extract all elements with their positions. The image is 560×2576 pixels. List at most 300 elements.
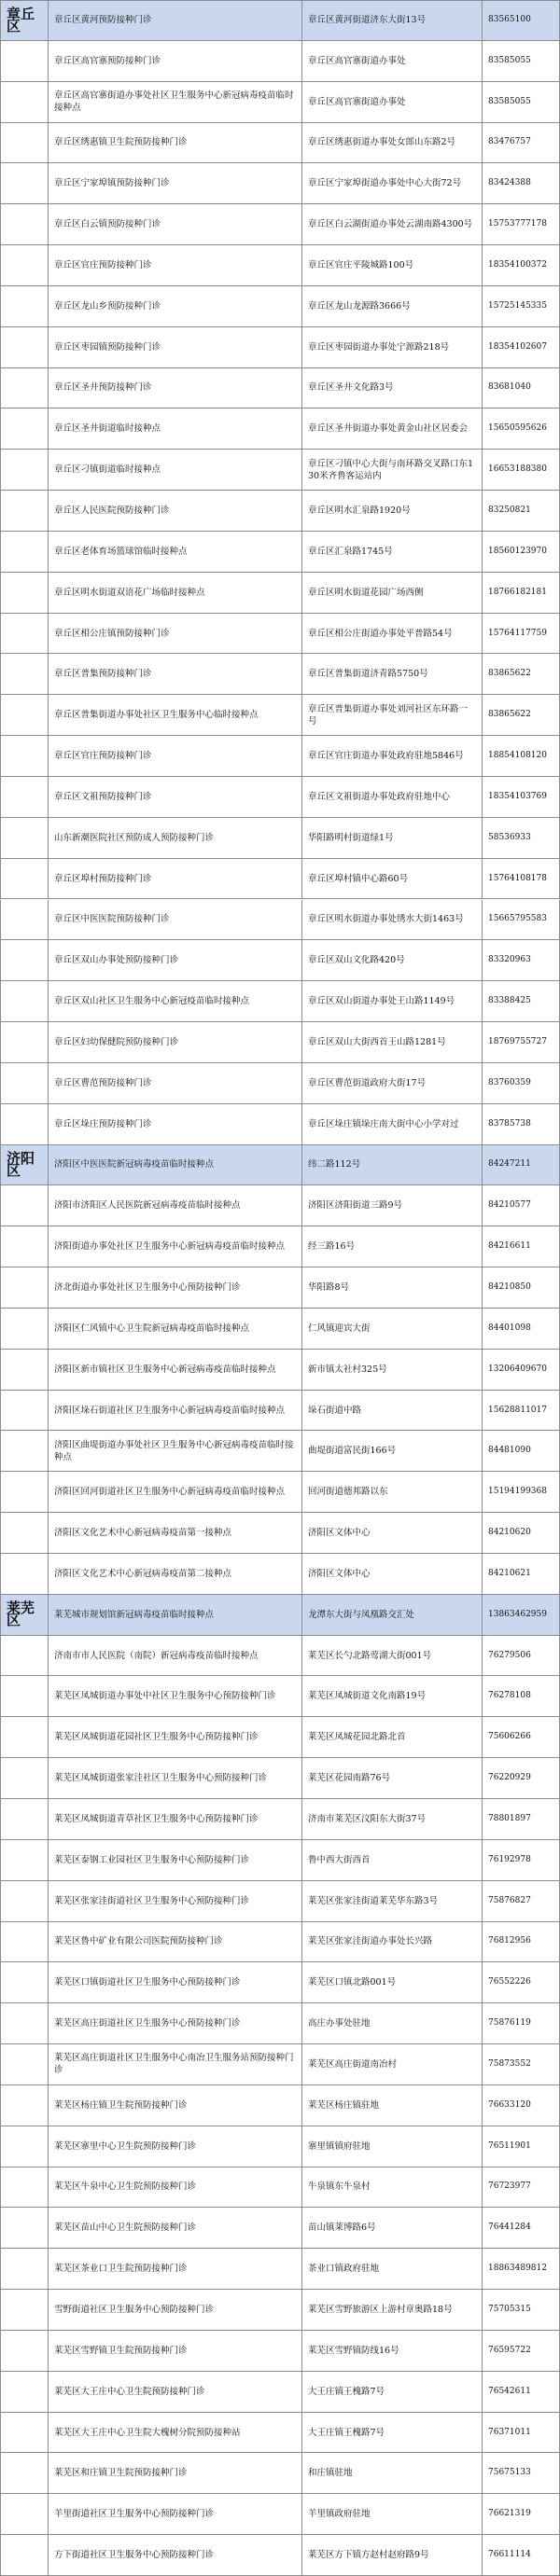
- table-row: [0, 1063, 560, 1104]
- table-row: [0, 532, 560, 573]
- site-name-cell: 章丘区圣井预防接种门诊: [49, 368, 302, 409]
- phone-cell: 76511901: [483, 2126, 560, 2167]
- district-cell: [0, 777, 49, 817]
- site-name-cell: 章丘区宁家埠镇预防接种门诊: [49, 163, 302, 203]
- address-cell: 莱芜区雪野镇防线16号: [302, 2331, 483, 2371]
- table-row: [0, 1145, 560, 1186]
- address-cell: 章丘区白云湖街道办事处云湖南路4300号: [302, 204, 483, 244]
- site-name-cell: 章丘区普集预防接种门诊: [49, 654, 302, 694]
- table-row: [0, 327, 560, 368]
- table-row: [0, 818, 560, 859]
- address-cell: 章丘区枣园街道办事处宁源路218号: [302, 327, 483, 367]
- district-cell: [0, 1799, 49, 1839]
- phone-cell: 18769755727: [483, 1022, 560, 1062]
- table-row: [0, 163, 560, 204]
- phone-cell: 75606266: [483, 1717, 560, 1757]
- table-row: [0, 2249, 560, 2290]
- district-cell: [0, 2044, 49, 2084]
- table-row: [0, 1595, 560, 1636]
- district-cell: [0, 1022, 49, 1062]
- phone-cell: 76552226: [483, 1962, 560, 2002]
- address-cell: 章丘区明水汇泉路1920号: [302, 491, 483, 531]
- district-cell: [0, 2003, 49, 2043]
- site-name-cell: 莱芜区凤城街道青草社区卫生服务中心预防接种门诊: [49, 1799, 302, 1839]
- table-row: [0, 123, 560, 164]
- site-name-cell: 章丘区刁镇街道临时接种点: [49, 450, 302, 490]
- site-name-cell: 莱芜区高庄街道社区卫生服务中心南冶卫生服务站预防接种门诊: [49, 2044, 302, 2084]
- phone-cell: 83565100: [483, 1, 560, 40]
- phone-cell: 15753777178: [483, 204, 560, 244]
- phone-cell: 75705315: [483, 2290, 560, 2330]
- phone-cell: 83785738: [483, 1104, 560, 1144]
- address-cell: 章丘区双山街道办事处王山路1149号: [302, 981, 483, 1021]
- site-name-cell: 章丘区曹范预防接种门诊: [49, 1063, 302, 1103]
- address-cell: 章丘区双山文化路420号: [302, 940, 483, 980]
- site-name-cell: 章丘区相公庄镇预防接种门诊: [49, 614, 302, 654]
- address-cell: 章丘区明水街道花园广场西侧: [302, 573, 483, 613]
- district-cell: [0, 859, 49, 899]
- address-cell: 纬二路112号: [302, 1145, 483, 1185]
- site-name-cell: 济阳市济阳区人民医院新冠病毒疫苗临时接种点: [49, 1185, 302, 1226]
- address-cell: 章丘区埠村镇中心路60号: [302, 859, 483, 899]
- phone-cell: 84210621: [483, 1554, 560, 1594]
- district-cell: [0, 2494, 49, 2534]
- site-name-cell: 莱芜区牛泉中心卫生院预防接种门诊: [49, 2167, 302, 2208]
- district-cell: [0, 1881, 49, 1921]
- site-name-cell: 莱芜区大王庄中心卫生院大槐树分院预防接种站: [49, 2413, 302, 2453]
- address-cell: 莱芜区杨庄镇驻地: [302, 2085, 483, 2126]
- district-cell: [0, 1104, 49, 1144]
- district-cell: [0, 163, 49, 203]
- address-cell: 莱芜区方下镇方赵村赵府路9号: [302, 2535, 483, 2575]
- district-cell: [0, 204, 49, 244]
- phone-cell: 15650595626: [483, 409, 560, 449]
- address-cell: 章丘区圣井文化路3号: [302, 368, 483, 409]
- site-name-cell: 济南市市人民医院（南院）新冠病毒疫苗临时接种点: [49, 1636, 302, 1676]
- address-cell: 章丘区圣井街道办事处黄金山社区居委会: [302, 409, 483, 449]
- table-row: [0, 245, 560, 286]
- district-cell: [0, 2372, 49, 2412]
- table-row: [0, 2535, 560, 2576]
- site-name-cell: 莱芜区鲁中矿业有限公司医院预防接种门诊: [49, 1922, 302, 1962]
- address-cell: 寨里镇镇府驻地: [302, 2126, 483, 2167]
- district-cell: [0, 1922, 49, 1962]
- table-row: [0, 900, 560, 941]
- site-name-cell: 章丘区垛庄预防接种门诊: [49, 1104, 302, 1144]
- phone-cell: 76441284: [483, 2208, 560, 2248]
- table-row: [0, 0, 560, 41]
- site-name-cell: 章丘区圣井街道临时接种点: [49, 409, 302, 449]
- site-name-cell: 莱芜区泰钢工业园社区卫生服务中心预防接种门诊: [49, 1840, 302, 1880]
- table-row: [0, 1799, 560, 1840]
- district-cell: 莱芜区: [0, 1595, 49, 1635]
- district-cell: [0, 368, 49, 409]
- district-cell: [0, 491, 49, 531]
- site-name-cell: 章丘区妇幼保健院预防接种门诊: [49, 1022, 302, 1062]
- table-row: [0, 1962, 560, 2003]
- phone-cell: 75873552: [483, 2044, 560, 2084]
- district-cell: [0, 695, 49, 735]
- district-cell: [0, 573, 49, 613]
- site-name-cell: 章丘区人民医院预防接种门诊: [49, 491, 302, 531]
- phone-cell: 83681040: [483, 368, 560, 409]
- site-name-cell: 章丘区老体育场篮球馆临时接种点: [49, 532, 302, 572]
- table-row: [0, 1104, 560, 1145]
- site-name-cell: 济阳区仁风镇中心卫生院新冠病毒疫苗临时接种点: [49, 1309, 302, 1349]
- phone-cell: 84247211: [483, 1145, 560, 1185]
- address-cell: 莱芜区张家洼街道办事处长兴路: [302, 1922, 483, 1962]
- address-cell: 龙潭东大街与凤凰路交汇处: [302, 1595, 483, 1635]
- table-row: [0, 409, 560, 450]
- address-cell: 莱芜区花园南路76号: [302, 1758, 483, 1798]
- address-cell: 华阳路8号: [302, 1267, 483, 1308]
- phone-cell: 15725145335: [483, 286, 560, 326]
- district-cell: [0, 940, 49, 980]
- phone-cell: 76220929: [483, 1758, 560, 1798]
- address-cell: 章丘区绣惠街道办事处女郎山东路2号: [302, 123, 483, 163]
- table-row: [0, 1226, 560, 1267]
- district-cell: [0, 1840, 49, 1880]
- address-cell: 章丘区官庄平陵城路100号: [302, 245, 483, 285]
- site-name-cell: 羊里街道社区卫生服务中心预防接种门诊: [49, 2494, 302, 2534]
- site-name-cell: 方下街道社区卫生服务中心预防接种门诊: [49, 2535, 302, 2575]
- table-row: [0, 1513, 560, 1554]
- phone-cell: 76633120: [483, 2085, 560, 2126]
- table-row: [0, 1185, 560, 1226]
- site-name-cell: 济阳区中医医院新冠病毒疫苗临时接种点: [49, 1145, 302, 1185]
- address-cell: 章丘区龙山龙源路3666号: [302, 286, 483, 326]
- site-name-cell: 莱芜区和庄镇卫生院预防接种门诊: [49, 2453, 302, 2493]
- district-cell: [0, 1513, 49, 1553]
- phone-cell: 84481090: [483, 1431, 560, 1471]
- site-name-cell: 济阳街道办事处社区卫生服务中心新冠病毒疫苗临时接种点: [49, 1226, 302, 1267]
- site-name-cell: 莱芜区凤城街道张家洼社区卫生服务中心预防接种门诊: [49, 1758, 302, 1798]
- district-cell: [0, 2453, 49, 2493]
- phone-cell: 76279506: [483, 1636, 560, 1676]
- site-name-cell: 章丘区中医医院预防接种门诊: [49, 900, 302, 940]
- phone-cell: 83760359: [483, 1063, 560, 1103]
- site-name-cell: 济北街道办事处社区卫生服务中心预防接种门诊: [49, 1267, 302, 1308]
- address-cell: 章丘区普集街道济青路5750号: [302, 654, 483, 694]
- district-cell: [0, 1309, 49, 1349]
- address-cell: 章丘区曹范街道政府大街17号: [302, 1063, 483, 1103]
- address-cell: 莱芜区口镇北路001号: [302, 1962, 483, 2002]
- table-row: [0, 1554, 560, 1595]
- phone-cell: 83865622: [483, 695, 560, 735]
- district-cell: [0, 327, 49, 367]
- address-cell: 苗山镇莱博路6号: [302, 2208, 483, 2248]
- district-cell: [0, 1267, 49, 1308]
- phone-cell: 76723977: [483, 2167, 560, 2208]
- table-row: [0, 859, 560, 900]
- phone-cell: 16653188380: [483, 450, 560, 490]
- address-cell: 章丘区双山大街西首王山路1281号: [302, 1022, 483, 1062]
- address-cell: 莱芜区凤城花园北路北首: [302, 1717, 483, 1757]
- address-cell: 羊里镇政府驻地: [302, 2494, 483, 2534]
- site-name-cell: 济阳区曲堤街道办事处社区卫生服务中心新冠病毒疫苗临时接种点: [49, 1431, 302, 1471]
- address-cell: 济南市莱芜区汶阳东大街37号: [302, 1799, 483, 1839]
- site-name-cell: 章丘区黄河预防接种门诊: [49, 1, 302, 40]
- address-cell: 章丘区官庄街道办事处政府驻地5846号: [302, 736, 483, 776]
- address-cell: 茶业口镇政府驻地: [302, 2249, 483, 2289]
- district-cell: [0, 82, 49, 122]
- district-cell: [0, 2208, 49, 2248]
- phone-cell: 76542611: [483, 2372, 560, 2412]
- phone-cell: 84216611: [483, 1226, 560, 1267]
- phone-cell: 58536933: [483, 818, 560, 858]
- address-cell: 章丘区相公庄街道办事处平普路54号: [302, 614, 483, 654]
- phone-cell: 18354102607: [483, 327, 560, 367]
- phone-cell: 75675133: [483, 2453, 560, 2493]
- table-row: [0, 2290, 560, 2331]
- district-cell: [0, 1226, 49, 1267]
- address-cell: 大王庄镇王槐路7号: [302, 2413, 483, 2453]
- phone-cell: 84210620: [483, 1513, 560, 1553]
- address-cell: 高庄办事处驻地: [302, 2003, 483, 2043]
- phone-cell: 15665795583: [483, 900, 560, 940]
- phone-cell: 15764117759: [483, 614, 560, 654]
- address-cell: 莱芜区长勺北路莺湖大街001号: [302, 1636, 483, 1676]
- table-row: [0, 286, 560, 327]
- table-row: [0, 2453, 560, 2494]
- site-name-cell: 莱芜区苗山中心卫生院预防接种门诊: [49, 2208, 302, 2248]
- phone-cell: 18766182181: [483, 573, 560, 613]
- phone-cell: 75876827: [483, 1881, 560, 1921]
- table-row: [0, 1636, 560, 1677]
- site-name-cell: 章丘区官庄预防接种门诊: [49, 736, 302, 776]
- site-name-cell: 章丘区文祖预防接种门诊: [49, 777, 302, 817]
- phone-cell: 75876119: [483, 2003, 560, 2043]
- site-name-cell: 莱芜区高庄街道社区卫生服务中心预防接种门诊: [49, 2003, 302, 2043]
- district-cell: [0, 409, 49, 449]
- district-cell: [0, 1431, 49, 1471]
- address-cell: 济阳区济阳街道三路9号: [302, 1185, 483, 1226]
- site-name-cell: 莱芜区雪野镇卫生院预防接种门诊: [49, 2331, 302, 2371]
- district-cell: [0, 1758, 49, 1798]
- district-cell: [0, 123, 49, 163]
- district-cell: [0, 1350, 49, 1390]
- district-cell: [0, 614, 49, 654]
- table-row: [0, 1758, 560, 1799]
- address-cell: 莱芜区凤城街道文化南路19号: [302, 1676, 483, 1716]
- site-name-cell: 莱芜区寨里中心卫生院预防接种门诊: [49, 2126, 302, 2167]
- site-name-cell: 济阳区垛石街道社区卫生服务中心新冠病毒疫苗临时接种点: [49, 1391, 302, 1431]
- table-row: [0, 695, 560, 736]
- site-name-cell: 莱芜区口镇街道社区卫生服务中心预防接种门诊: [49, 1962, 302, 2002]
- phone-cell: 83424388: [483, 163, 560, 203]
- phone-cell: 78801897: [483, 1799, 560, 1839]
- district-cell: 章丘区: [0, 1, 49, 40]
- table-row: [0, 654, 560, 695]
- site-name-cell: 章丘区高官寨街道办事处社区卫生服务中心新冠病毒疫苗临时接种点: [49, 82, 302, 122]
- district-cell: [0, 2290, 49, 2330]
- address-cell: 章丘区刁镇中心大街与南环路交叉路口东130米齐鲁客运站内: [302, 450, 483, 490]
- address-cell: 鲁中西大街西首: [302, 1840, 483, 1880]
- phone-cell: 15628811017: [483, 1391, 560, 1431]
- phone-cell: 76371011: [483, 2413, 560, 2453]
- phone-cell: 84401098: [483, 1309, 560, 1349]
- district-cell: [0, 1676, 49, 1716]
- district-cell: [0, 2126, 49, 2167]
- table-row: [0, 2494, 560, 2535]
- district-cell: [0, 654, 49, 694]
- district-cell: [0, 736, 49, 776]
- site-name-cell: 莱芜区大王庄中心卫生院预防接种门诊: [49, 2372, 302, 2412]
- site-name-cell: 章丘区枣园镇预防接种门诊: [49, 327, 302, 367]
- site-name-cell: 章丘区明水街道双语花广场临时接种点: [49, 573, 302, 613]
- table-row: [0, 573, 560, 614]
- phone-cell: 15194199368: [483, 1472, 560, 1512]
- site-name-cell: 章丘区埠村预防接种门诊: [49, 859, 302, 899]
- district-cell: [0, 1185, 49, 1226]
- address-cell: 莱芜区张家洼街道莱芜华东路3号: [302, 1881, 483, 1921]
- district-cell: [0, 286, 49, 326]
- table-row: [0, 1717, 560, 1758]
- table-row: [0, 1922, 560, 1963]
- address-cell: 章丘区汇泉路1745号: [302, 532, 483, 572]
- phone-cell: 83585055: [483, 82, 560, 122]
- site-name-cell: 莱芜区张家洼街道社区卫生服务中心预防接种门诊: [49, 1881, 302, 1921]
- site-name-cell: 章丘区绣惠镇卫生院预防接种门诊: [49, 123, 302, 163]
- site-name-cell: 雪野街道社区卫生服务中心预防接种门诊: [49, 2290, 302, 2330]
- phone-cell: 13863462959: [483, 1595, 560, 1635]
- phone-cell: 76812956: [483, 1922, 560, 1962]
- table-row: [0, 2044, 560, 2085]
- table-row: [0, 450, 560, 491]
- district-cell: [0, 1636, 49, 1676]
- site-name-cell: 章丘区高官寨预防接种门诊: [49, 41, 302, 81]
- district-cell: [0, 2331, 49, 2371]
- site-name-cell: 章丘区白云镇预防接种门诊: [49, 204, 302, 244]
- district-cell: [0, 2085, 49, 2126]
- district-cell: [0, 1717, 49, 1757]
- phone-cell: 18854108120: [483, 736, 560, 776]
- address-cell: 垛石街道中路: [302, 1391, 483, 1431]
- address-cell: 莱芜区高庄街道南冶村: [302, 2044, 483, 2084]
- address-cell: 回河街道德邦路以东: [302, 1472, 483, 1512]
- table-row: [0, 1431, 560, 1472]
- district-cell: [0, 1554, 49, 1594]
- district-cell: [0, 2413, 49, 2453]
- site-name-cell: 莱芜区茶业口卫生院预防接种门诊: [49, 2249, 302, 2289]
- district-cell: [0, 1063, 49, 1103]
- district-cell: [0, 41, 49, 81]
- district-cell: [0, 818, 49, 858]
- site-name-cell: 济阳区文化艺术中心新冠病毒疫苗第一接种点: [49, 1513, 302, 1553]
- phone-cell: 76621319: [483, 2494, 560, 2534]
- table-row: [0, 2413, 560, 2454]
- site-name-cell: 莱芜区凤城街道花园社区卫生服务中心预防接种门诊: [49, 1717, 302, 1757]
- table-row: [0, 204, 560, 245]
- table-row: [0, 1267, 560, 1309]
- table-row: [0, 1472, 560, 1513]
- address-cell: 曲堤街道富民街166号: [302, 1431, 483, 1471]
- site-name-cell: 济阳区回河街道社区卫生服务中心新冠病毒疫苗临时接种点: [49, 1472, 302, 1512]
- address-cell: 章丘区文祖街道办事处政府驻地中心: [302, 777, 483, 817]
- phone-cell: 18354103769: [483, 777, 560, 817]
- address-cell: 济阳区文体中心: [302, 1513, 483, 1553]
- district-cell: [0, 2167, 49, 2208]
- table-row: [0, 1881, 560, 1922]
- table-row: [0, 1309, 560, 1350]
- table-row: [0, 2126, 560, 2167]
- table-row: [0, 1391, 560, 1432]
- phone-cell: 18354100372: [483, 245, 560, 285]
- phone-cell: 76192978: [483, 1840, 560, 1880]
- district-cell: 济阳区: [0, 1145, 49, 1185]
- site-name-cell: 章丘区双山社区卫生服务中心新冠疫苗临时接种点: [49, 981, 302, 1021]
- table-row: [0, 1022, 560, 1063]
- address-cell: 牛泉镇东牛泉村: [302, 2167, 483, 2208]
- site-name-cell: 章丘区龙山乡预防接种门诊: [49, 286, 302, 326]
- district-cell: [0, 532, 49, 572]
- table-row: [0, 368, 560, 409]
- address-cell: 章丘区高官寨街道办事处: [302, 82, 483, 122]
- address-cell: 章丘区普集街道办事处刘河社区东环路一号: [302, 695, 483, 735]
- table-row: [0, 736, 560, 777]
- phone-cell: 76278108: [483, 1676, 560, 1716]
- table-row: [0, 981, 560, 1022]
- phone-cell: 76595722: [483, 2331, 560, 2371]
- phone-cell: 13206409670: [483, 1350, 560, 1390]
- address-cell: 济阳区文体中心: [302, 1554, 483, 1594]
- site-name-cell: 济阳区文化艺术中心新冠病毒疫苗第二接种点: [49, 1554, 302, 1594]
- district-cell: [0, 1962, 49, 2002]
- address-cell: 章丘区黄河街道济东大街13号: [302, 1, 483, 40]
- site-name-cell: 济阳区新市镇社区卫生服务中心新冠病毒疫苗临时接种点: [49, 1350, 302, 1390]
- table-row: [0, 2085, 560, 2126]
- district-cell: [0, 1472, 49, 1512]
- site-name-cell: 莱芜城市规划馆新冠病毒疫苗临时接种点: [49, 1595, 302, 1635]
- phone-cell: 18560123970: [483, 532, 560, 572]
- site-name-cell: 章丘区双山办事处预防接种门诊: [49, 940, 302, 980]
- address-cell: 大王庄镇王槐路7号: [302, 2372, 483, 2412]
- address-cell: 章丘区宁家埠街道办事处中心大街72号: [302, 163, 483, 203]
- table-row: [0, 1840, 560, 1881]
- address-cell: 经三路16号: [302, 1226, 483, 1267]
- district-cell: [0, 2249, 49, 2289]
- address-cell: 章丘区垛庄镇垛庄南大街中心小学对过: [302, 1104, 483, 1144]
- address-cell: 仁风镇迎宾大街: [302, 1309, 483, 1349]
- address-cell: 和庄镇驻地: [302, 2453, 483, 2493]
- address-cell: 新市镇太社村325号: [302, 1350, 483, 1390]
- table-row: [0, 2372, 560, 2413]
- table-row: [0, 1350, 560, 1391]
- site-name-cell: 莱芜区凤城街道办事处中社区卫生服务中心预防接种门诊: [49, 1676, 302, 1716]
- district-cell: [0, 900, 49, 940]
- district-cell: [0, 981, 49, 1021]
- phone-cell: 76611114: [483, 2535, 560, 2575]
- table-row: [0, 2331, 560, 2372]
- table-row: [0, 2208, 560, 2249]
- district-cell: [0, 245, 49, 285]
- site-name-cell: 章丘区官庄预防接种门诊: [49, 245, 302, 285]
- address-cell: 莱芜区雪野旅游区上游村章奥路18号: [302, 2290, 483, 2330]
- district-cell: [0, 1391, 49, 1431]
- site-name-cell: 山东新潮医院社区预防成人预防接种门诊: [49, 818, 302, 858]
- table-row: [0, 777, 560, 818]
- phone-cell: 84210850: [483, 1267, 560, 1308]
- phone-cell: 83585055: [483, 41, 560, 81]
- table-row: [0, 2167, 560, 2209]
- phone-cell: 83250821: [483, 491, 560, 531]
- phone-cell: 83388425: [483, 981, 560, 1021]
- table-row: [0, 1676, 560, 1717]
- phone-cell: 83865622: [483, 654, 560, 694]
- phone-cell: 83320963: [483, 940, 560, 980]
- phone-cell: 15764108178: [483, 859, 560, 899]
- address-cell: 华阳路明村街道绿1号: [302, 818, 483, 858]
